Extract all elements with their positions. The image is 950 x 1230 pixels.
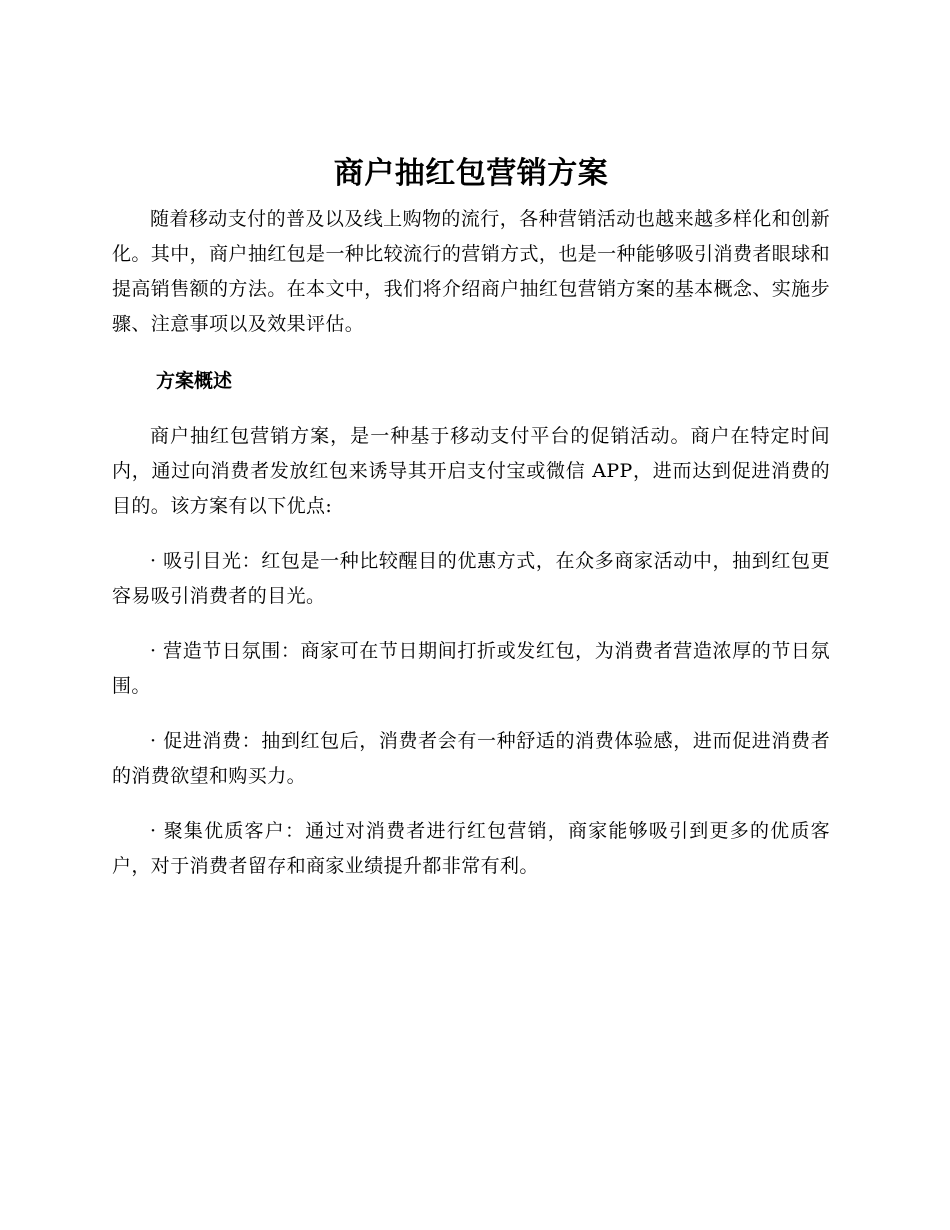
- section-heading: 方案概述: [156, 370, 233, 392]
- intro-paragraph: 随着移动支付的普及以及线上购物的流行，各种营销活动也越来越多样化和创新化。其中，商户抽红包是一种比较流行的营销方式，也是一种能够吸引消费者眼球和提高销售额的方法。在本文中，我们将介绍商户抽红包营销方案的基本概念、实施步骤、注意事项以及效果评估。: [112, 208, 830, 335]
- document-body: [112, 150, 830, 884]
- advantage-item: · 营造节日氛围：商家可在节日期间打折或发红包，为消费者营造浓厚的节日氛围。: [112, 640, 830, 697]
- advantage-item: · 吸引目光：红包是一种比较醒目的优惠方式，在众多商家活动中，抽到红包更容易吸引消费者的目光。: [112, 550, 830, 607]
- section-paragraph: 商户抽红包营销方案，是一种基于移动支付平台的促销活动。商户在特定时间内，通过向消费者发放红包来诱导其开启支付宝或微信 APP，进而达到促进消费的目的。该方案有以下优点:: [112, 425, 830, 517]
- document-title: 商户抽红包营销方案: [333, 156, 609, 191]
- advantage-item: · 促进消费：抽到红包后，消费者会有一种舒适的消费体验感，进而促进消费者的消费欲望和购买力。: [112, 730, 830, 787]
- advantage-item: · 聚集优质客户：通过对消费者进行红包营销，商家能够吸引到更多的优质客户，对于消费者留存和商家业绩提升都非常有利。: [112, 820, 830, 877]
